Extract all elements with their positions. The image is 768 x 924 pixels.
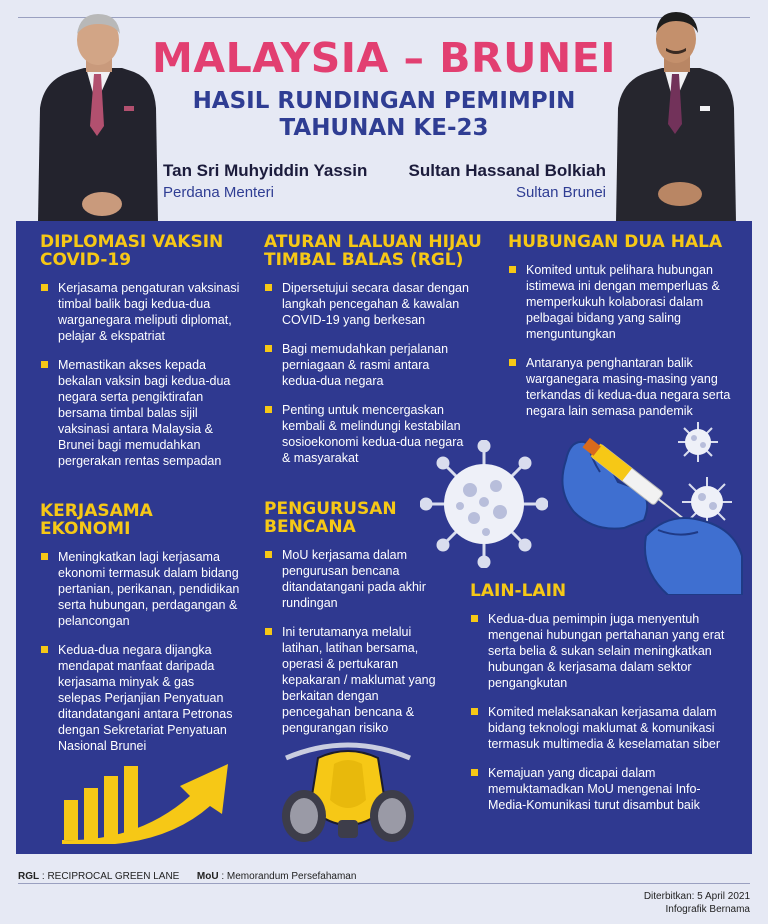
list-item: Komited untuk pelihara hubungan istimewa ini dengan memperluas & memperkukuh kolaborasi dalam pelbagai bidang yang saling menguntungkan [508, 262, 736, 342]
list-item: Kerjasama pengaturan vaksinasi timbal balik bagi kedua-dua warganegara meliputi diplomat, pelajar & ekspatriat [40, 280, 240, 344]
footer-glossary [18, 871, 356, 882]
list-item: Bagi memudahkan perjalanan perniagaan & rasmi antara kedua-dua negara [264, 341, 469, 389]
leader-left-caption [163, 161, 367, 201]
mou-definition: : Memorandum Persefahaman [221, 871, 357, 882]
rgl-definition: : RECIPROCAL GREEN LANE [41, 871, 180, 882]
main-title: MALAYSIA – BRUNEI [152, 34, 616, 82]
virus-icon [420, 440, 548, 568]
list-item: Antaranya penghantaran balik warganegara masing-masing yang terkandas di kedua-dua negara serta negara lain semasa pandemik [508, 355, 736, 419]
list-item: Dipersetujui secara dasar dengan langkah pencegahan & kawalan COVID-19 yang berkesan [264, 280, 469, 328]
section-diplomasi [40, 233, 240, 482]
section-title: KERJASAMA EKONOMI [40, 501, 153, 539]
leader-right-role: Sultan Brunei [515, 184, 606, 201]
credit-label: Infografik Bernama [665, 904, 750, 915]
section-title: PENGURUSAN BENCANA [264, 499, 397, 537]
footer-credit [644, 890, 750, 916]
leader-right-caption [409, 161, 606, 201]
list-item: Komited melaksanakan kerjasama dalam bidang teknologi maklumat & komunikasi termasuk multimedia & keselamatan siber [470, 704, 728, 752]
section-title: LAIN-LAIN [470, 581, 567, 601]
gas-mask-icon [278, 738, 418, 848]
section-hubungan [508, 233, 736, 432]
leader-left-role: Perdana Menteri [163, 184, 274, 201]
section-lain [470, 582, 728, 826]
list-item: Kedua-dua pemimpin juga menyentuh mengenai hubungan pertahanan yang erat serta belia & sukan selain meningkatkan hubungan & kerjasama dalam sektor pengangkutan [470, 611, 728, 691]
list-item: Meningkatkan lagi kerjasama ekonomi termasuk dalam bidang pertanian, perikanan, pendidikan serta hubungan, perdagangan & pelancongan [40, 549, 240, 629]
list-item: Penting untuk mencergaskan kembali & melindungi kestabilan sosioekonomi kedua-dua negara & masyarakat [264, 402, 469, 466]
list-item: MoU kerjasama dalam pengurusan bencana ditandatangani pada akhir rundingan [264, 547, 444, 611]
growth-chart-icon [58, 752, 248, 844]
list-item: Kedua-dua negara dijangka mendapat manfaat daripada kerjasama minyak & gas selepas Perjanjian Penyatuan ditandatangani antara Petronas dengan Sekretariat Penyatuan Nasional Brunei [40, 642, 240, 754]
list-item: Kemajuan yang dicapai dalam memuktamadkan MoU mengenai Info-Media-Komunikasi turut disambut baik [470, 765, 728, 813]
section-title: DIPLOMASI VAKSIN COVID-19 [40, 232, 224, 270]
subtitle-line-2: TAHUNAN KE-23 [279, 115, 489, 141]
leader-left-name: Tan Sri Muhyiddin Yassin [163, 161, 368, 180]
section-ekonomi [40, 502, 240, 767]
list-item: Memastikan akses kepada bekalan vaksin bagi kedua-dua negara serta pengiktirafan bersama timbal balas sijil vaksinasi antara Malaysia & Brunei bagi memudahkan pergerakan rentas sempadan [40, 357, 240, 469]
section-title: ATURAN LALUAN HIJAU TIMBAL BALAS (RGL) [264, 232, 482, 270]
vaccine-syringe-icon [548, 420, 748, 595]
footer-divider [18, 883, 750, 884]
leader-right-name: Sultan Hassanal Bolkiah [408, 161, 606, 180]
section-title: HUBUNGAN DUA HALA [508, 232, 723, 252]
published-date: Diterbitkan: 5 April 2021 [643, 891, 750, 902]
section-bencana [264, 500, 444, 749]
subtitle [0, 88, 768, 142]
list-item: Ini terutamanya melalui latihan, latihan bersama, operasi & pertukaran kepakaran / maklumat yang berkaitan dengan pencegahan bencana & pengurangan risiko [264, 624, 444, 736]
mou-abbr: MoU [196, 871, 219, 882]
rgl-abbr: RGL [18, 871, 40, 882]
subtitle-line-1: HASIL RUNDINGAN PEMIMPIN [192, 88, 576, 114]
